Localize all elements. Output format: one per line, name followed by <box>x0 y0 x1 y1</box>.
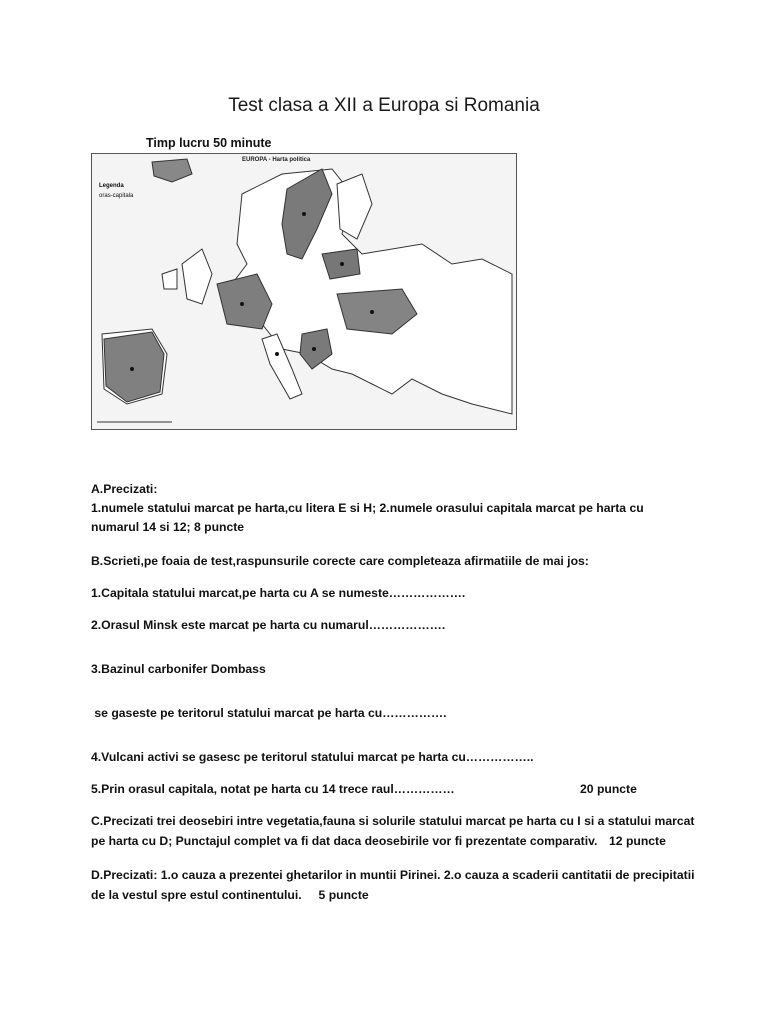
section-b-q2: 2.Orasul Minsk este marcat pe harta cu numarul………………. <box>91 618 446 632</box>
map-legend-title: Legenda <box>99 183 124 189</box>
section-a-line1: 1.numele statului marcat pe harta,cu litera E si H; 2.numele orasului capitala marcat pe harta cu <box>91 501 644 515</box>
section-c-points: 12 puncte <box>609 834 666 848</box>
section-b-q4: 4.Vulcani activi se gasesc pe teritorul statului marcat pe harta cu…………….. <box>91 750 534 764</box>
section-d-line2: de la vestul spre estul continentului. 5 puncte <box>91 888 369 902</box>
time-label: Timp lucru 50 minute <box>146 136 272 150</box>
section-a-heading: A.Precizati: <box>91 482 158 496</box>
map-graphic <box>92 154 517 430</box>
section-b-q5: 5.Prin orasul capitala, notat pe harta cu 14 trece raul…………… <box>91 782 455 796</box>
section-c-line2: pe harta cu D; Punctajul complet va fi dat daca deosebirile vor fi prezentate comparativ. <box>91 834 598 848</box>
europe-map <box>91 153 517 430</box>
section-b-q3b: se gaseste pe teritorul statului marcat pe harta cu……………. <box>91 706 447 720</box>
section-b-q3a: 3.Bazinul carbonifer Dombass <box>91 662 266 676</box>
section-c-line1: C.Precizati trei deosebiri intre vegetatia,fauna si solurile statului marcat pe harta cu I si a statului marcat <box>91 814 695 828</box>
section-b-heading: B.Scrieti,pe foaia de test,raspunsurile corecte care completeaza afirmatiile de mai jos: <box>91 554 589 568</box>
section-b-q1: 1.Capitala statului marcat,pe harta cu A se numeste………………. <box>91 586 466 600</box>
map-title: EUROPA - Harta politica <box>242 157 311 163</box>
page-title: Test clasa a XII a Europa si Romania <box>228 95 540 116</box>
section-b-points: 20 puncte <box>580 782 637 796</box>
map-legend-item: oras-capitala <box>99 193 134 199</box>
section-d-line1: D.Precizati: 1.o cauza a prezentei ghetarilor in muntii Pirinei. 2.o cauza a scaderii cantitatii de precipitatii <box>91 868 695 882</box>
section-a-line2: numarul 14 si 12; 8 puncte <box>91 520 245 534</box>
